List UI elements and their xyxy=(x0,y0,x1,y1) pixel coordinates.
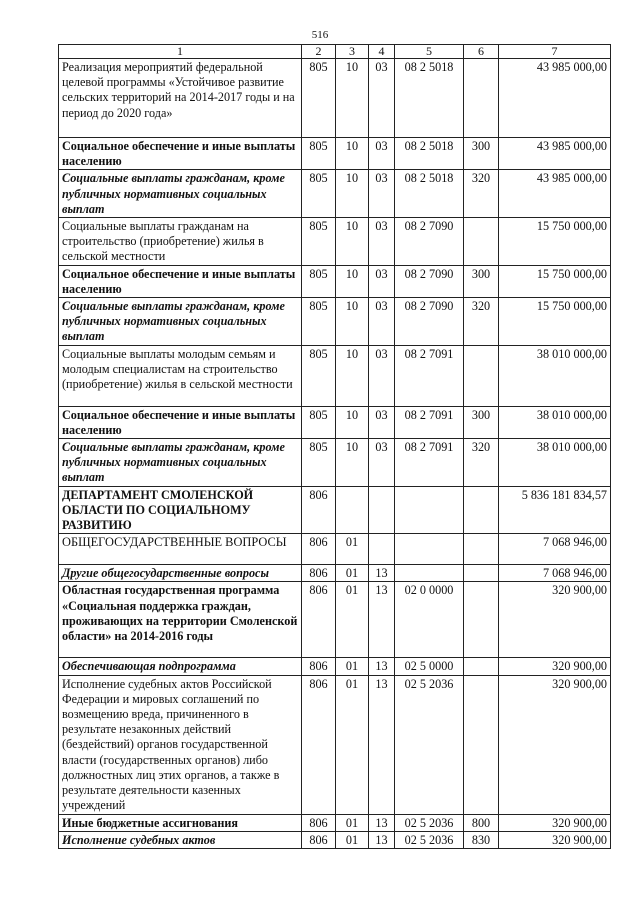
expense-type-cell: 800 xyxy=(464,814,499,831)
target-article-cell: 08 2 7091 xyxy=(395,345,464,406)
table-row xyxy=(59,170,611,218)
section-cell: 01 xyxy=(336,814,369,831)
section-cell: 01 xyxy=(336,582,369,658)
column-header: 6 xyxy=(464,45,499,59)
amount-cell: 43 985 000,00 xyxy=(499,138,611,170)
subsection-cell: 13 xyxy=(369,658,395,675)
row-name-cell: Реализация мероприятий федеральной целевой программы «Устойчивое развитие сельских территорий на 2014-2017 годы и на период до 2020 года» xyxy=(59,59,302,138)
target-article-cell: 08 2 5018 xyxy=(395,59,464,138)
section-cell: 10 xyxy=(336,218,369,266)
admin-code-cell: 805 xyxy=(302,59,336,138)
amount-cell: 15 750 000,00 xyxy=(499,218,611,266)
table-row xyxy=(59,406,611,438)
amount-cell: 43 985 000,00 xyxy=(499,59,611,138)
row-name-cell: Исполнение судебных актов xyxy=(59,831,302,848)
row-name-cell: Социальные выплаты гражданам на строительство (приобретение) жилья в сельской местности xyxy=(59,218,302,266)
subsection-cell: 03 xyxy=(369,59,395,138)
admin-code-cell: 805 xyxy=(302,265,336,297)
page-number: 516 xyxy=(311,29,329,41)
target-article-cell: 08 2 5018 xyxy=(395,170,464,218)
subsection-cell: 03 xyxy=(369,439,395,487)
section-cell xyxy=(336,486,369,534)
expense-type-cell xyxy=(464,658,499,675)
table-row xyxy=(59,486,611,534)
table-row xyxy=(59,582,611,658)
expense-type-cell xyxy=(464,486,499,534)
expense-type-cell xyxy=(464,345,499,406)
row-name-cell: Социальные выплаты молодым семьям и молодым специалистам на строительство (приобретение) жилья в сельской местности xyxy=(59,345,302,406)
expense-type-cell: 300 xyxy=(464,406,499,438)
section-cell: 10 xyxy=(336,439,369,487)
subsection-cell xyxy=(369,486,395,534)
expense-type-cell xyxy=(464,582,499,658)
column-header: 5 xyxy=(395,45,464,59)
table-body xyxy=(59,59,611,849)
table-row xyxy=(59,814,611,831)
table-row xyxy=(59,298,611,346)
budget-table xyxy=(58,44,611,849)
section-cell: 01 xyxy=(336,565,369,582)
table-row xyxy=(59,439,611,487)
admin-code-cell: 806 xyxy=(302,658,336,675)
row-name-cell: Обеспечивающая подпрограмма xyxy=(59,658,302,675)
row-name-cell: Социальное обеспечение и иные выплаты населению xyxy=(59,138,302,170)
target-article-cell: 08 2 7090 xyxy=(395,218,464,266)
expense-type-cell: 320 xyxy=(464,298,499,346)
row-name-cell: Социальные выплаты гражданам, кроме публичных нормативных социальных выплат xyxy=(59,298,302,346)
row-name-cell: Областная государственная программа «Социальная поддержка граждан, проживающих на территории Смоленской области» на 2014-2016 годы xyxy=(59,582,302,658)
subsection-cell xyxy=(369,534,395,565)
row-name-cell: Социальные выплаты гражданам, кроме публичных нормативных социальных выплат xyxy=(59,170,302,218)
row-name-cell: ДЕПАРТАМЕНТ СМОЛЕНСКОЙ ОБЛАСТИ ПО СОЦИАЛЬНОМУ РАЗВИТИЮ xyxy=(59,486,302,534)
subsection-cell: 03 xyxy=(369,406,395,438)
expense-type-cell: 320 xyxy=(464,439,499,487)
section-cell: 10 xyxy=(336,406,369,438)
admin-code-cell: 806 xyxy=(302,814,336,831)
target-article-cell xyxy=(395,486,464,534)
subsection-cell: 13 xyxy=(369,675,395,814)
amount-cell: 320 900,00 xyxy=(499,831,611,848)
admin-code-cell: 806 xyxy=(302,582,336,658)
column-header: 7 xyxy=(499,45,611,59)
expense-type-cell: 300 xyxy=(464,265,499,297)
target-article-cell: 08 2 5018 xyxy=(395,138,464,170)
row-name-cell: Социальные выплаты гражданам, кроме публичных нормативных социальных выплат xyxy=(59,439,302,487)
subsection-cell: 13 xyxy=(369,582,395,658)
section-cell: 01 xyxy=(336,534,369,565)
admin-code-cell: 805 xyxy=(302,298,336,346)
amount-cell: 38 010 000,00 xyxy=(499,345,611,406)
target-article-cell xyxy=(395,534,464,565)
amount-cell: 7 068 946,00 xyxy=(499,565,611,582)
column-header: 4 xyxy=(369,45,395,59)
column-header: 3 xyxy=(336,45,369,59)
row-name-cell: Социальное обеспечение и иные выплаты населению xyxy=(59,406,302,438)
target-article-cell: 02 0 0000 xyxy=(395,582,464,658)
section-cell: 10 xyxy=(336,59,369,138)
admin-code-cell: 805 xyxy=(302,439,336,487)
admin-code-cell: 806 xyxy=(302,831,336,848)
column-header: 2 xyxy=(302,45,336,59)
amount-cell: 15 750 000,00 xyxy=(499,298,611,346)
amount-cell: 15 750 000,00 xyxy=(499,265,611,297)
table-row xyxy=(59,218,611,266)
admin-code-cell: 805 xyxy=(302,138,336,170)
section-cell: 01 xyxy=(336,658,369,675)
amount-cell: 43 985 000,00 xyxy=(499,170,611,218)
row-name-cell: Исполнение судебных актов Российской Федерации и мировых соглашений по возмещению вреда, причиненного в результате незаконных действий (бездействий) органов государственной власти (государственных органов) либо должностных лиц этих органов, а также в результате деятельности казенных учреждений xyxy=(59,675,302,814)
expense-type-cell xyxy=(464,218,499,266)
subsection-cell: 13 xyxy=(369,814,395,831)
expense-type-cell xyxy=(464,534,499,565)
section-cell: 10 xyxy=(336,138,369,170)
expense-type-cell: 300 xyxy=(464,138,499,170)
amount-cell: 7 068 946,00 xyxy=(499,534,611,565)
expense-type-cell: 320 xyxy=(464,170,499,218)
admin-code-cell: 805 xyxy=(302,345,336,406)
subsection-cell: 13 xyxy=(369,565,395,582)
amount-cell: 320 900,00 xyxy=(499,658,611,675)
expense-type-cell: 830 xyxy=(464,831,499,848)
row-name-cell: Социальное обеспечение и иные выплаты населению xyxy=(59,265,302,297)
amount-cell: 38 010 000,00 xyxy=(499,439,611,487)
table-row xyxy=(59,831,611,848)
expense-type-cell xyxy=(464,565,499,582)
table-row xyxy=(59,534,611,565)
column-number-row xyxy=(59,45,611,59)
subsection-cell: 03 xyxy=(369,138,395,170)
amount-cell: 320 900,00 xyxy=(499,675,611,814)
target-article-cell: 08 2 7090 xyxy=(395,298,464,346)
section-cell: 10 xyxy=(336,170,369,218)
target-article-cell xyxy=(395,565,464,582)
target-article-cell: 02 5 0000 xyxy=(395,658,464,675)
table-row xyxy=(59,565,611,582)
admin-code-cell: 805 xyxy=(302,218,336,266)
admin-code-cell: 805 xyxy=(302,406,336,438)
table-row xyxy=(59,345,611,406)
subsection-cell: 03 xyxy=(369,298,395,346)
row-name-cell: ОБЩЕГОСУДАРСТВЕННЫЕ ВОПРОСЫ xyxy=(59,534,302,565)
row-name-cell: Иные бюджетные ассигнования xyxy=(59,814,302,831)
table-row xyxy=(59,59,611,138)
subsection-cell: 03 xyxy=(369,170,395,218)
expense-type-cell xyxy=(464,675,499,814)
admin-code-cell: 806 xyxy=(302,675,336,814)
section-cell: 01 xyxy=(336,675,369,814)
row-name-cell: Другие общегосударственные вопросы xyxy=(59,565,302,582)
expense-type-cell xyxy=(464,59,499,138)
admin-code-cell: 805 xyxy=(302,170,336,218)
admin-code-cell: 806 xyxy=(302,486,336,534)
admin-code-cell: 806 xyxy=(302,534,336,565)
target-article-cell: 08 2 7091 xyxy=(395,439,464,487)
target-article-cell: 02 5 2036 xyxy=(395,831,464,848)
table-row xyxy=(59,675,611,814)
admin-code-cell: 806 xyxy=(302,565,336,582)
table-row xyxy=(59,265,611,297)
section-cell: 10 xyxy=(336,298,369,346)
subsection-cell: 03 xyxy=(369,265,395,297)
subsection-cell: 03 xyxy=(369,345,395,406)
subsection-cell: 03 xyxy=(369,218,395,266)
amount-cell: 5 836 181 834,57 xyxy=(499,486,611,534)
section-cell: 10 xyxy=(336,345,369,406)
target-article-cell: 02 5 2036 xyxy=(395,675,464,814)
table-row xyxy=(59,658,611,675)
target-article-cell: 02 5 2036 xyxy=(395,814,464,831)
section-cell: 10 xyxy=(336,265,369,297)
column-header: 1 xyxy=(59,45,302,59)
amount-cell: 320 900,00 xyxy=(499,582,611,658)
target-article-cell: 08 2 7091 xyxy=(395,406,464,438)
target-article-cell: 08 2 7090 xyxy=(395,265,464,297)
amount-cell: 38 010 000,00 xyxy=(499,406,611,438)
amount-cell: 320 900,00 xyxy=(499,814,611,831)
subsection-cell: 13 xyxy=(369,831,395,848)
section-cell: 01 xyxy=(336,831,369,848)
table-row xyxy=(59,138,611,170)
